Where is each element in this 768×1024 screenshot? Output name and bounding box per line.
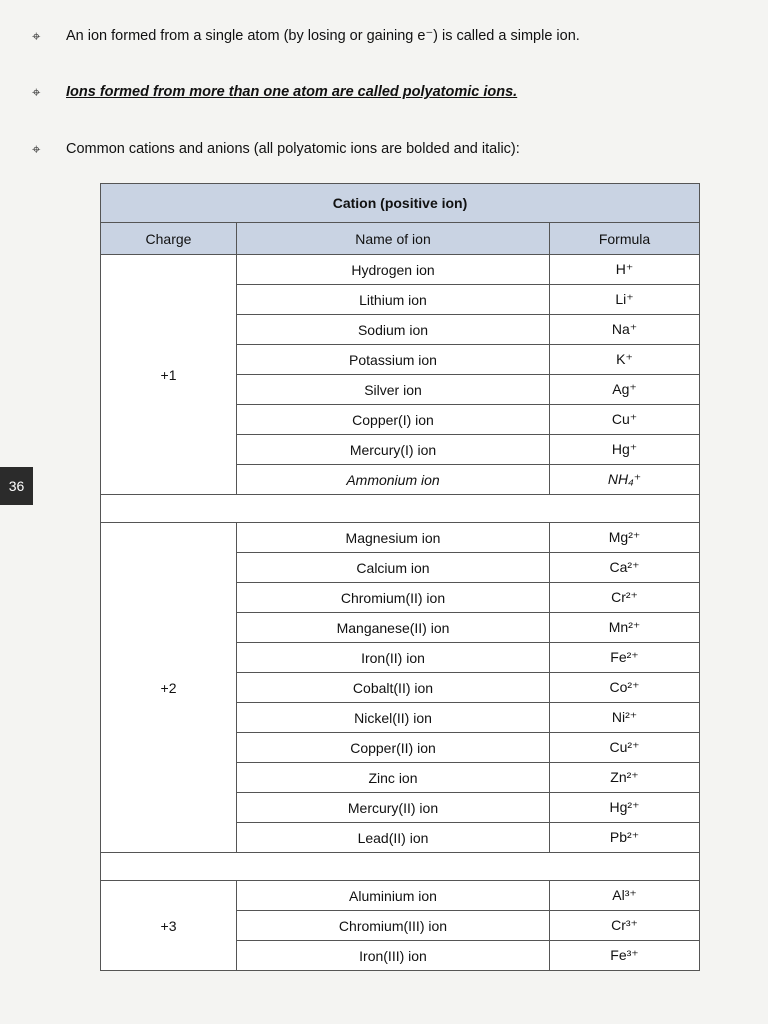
ion-name-cell: Mercury(I) ion xyxy=(237,435,550,465)
ion-formula-cell: Li⁺ xyxy=(550,285,700,315)
ion-name-cell: Mercury(II) ion xyxy=(237,793,550,823)
header-name: Name of ion xyxy=(237,223,550,255)
ion-name-cell: Potassium ion xyxy=(237,345,550,375)
table-body xyxy=(101,255,700,971)
ion-name-cell: Cobalt(II) ion xyxy=(237,673,550,703)
ion-formula-cell: Hg²⁺ xyxy=(550,793,700,823)
table-title: Cation (positive ion) xyxy=(101,184,700,223)
ion-formula-cell: H⁺ xyxy=(550,255,700,285)
header-charge: Charge xyxy=(101,223,237,255)
cation-table xyxy=(100,183,700,971)
ion-formula-cell: Ag⁺ xyxy=(550,375,700,405)
ion-formula-cell: NH₄⁺ xyxy=(550,465,700,495)
ion-formula-cell: Ca²⁺ xyxy=(550,553,700,583)
ion-formula-cell: Na⁺ xyxy=(550,315,700,345)
ion-name-cell: Iron(II) ion xyxy=(237,643,550,673)
ion-formula-cell: Co²⁺ xyxy=(550,673,700,703)
bullet-icon: ⌖ xyxy=(32,28,41,45)
table-row xyxy=(101,255,700,285)
charge-cell: +1 xyxy=(101,255,237,495)
ion-name-cell: Manganese(II) ion xyxy=(237,613,550,643)
ion-formula-cell: Fe²⁺ xyxy=(550,643,700,673)
ion-formula-cell: Mg²⁺ xyxy=(550,523,700,553)
ion-formula-cell: Zn²⁺ xyxy=(550,763,700,793)
bullet-text-table-intro: Common cations and anions (all polyatomic ions are bolded and italic): xyxy=(66,141,520,157)
charge-cell: +3 xyxy=(101,881,237,971)
ion-formula-cell: Al³⁺ xyxy=(550,881,700,911)
table-row xyxy=(101,881,700,911)
ion-formula-cell: Pb²⁺ xyxy=(550,823,700,853)
ion-name-cell: Calcium ion xyxy=(237,553,550,583)
ion-formula-cell: Cu²⁺ xyxy=(550,733,700,763)
ion-formula-cell: Cu⁺ xyxy=(550,405,700,435)
ion-name-cell: Copper(I) ion xyxy=(237,405,550,435)
ion-name-cell: Hydrogen ion xyxy=(237,255,550,285)
header-formula: Formula xyxy=(550,223,700,255)
ion-name-cell: Silver ion xyxy=(237,375,550,405)
ion-name-cell: Ammonium ion xyxy=(237,465,550,495)
ion-name-cell: Magnesium ion xyxy=(237,523,550,553)
bullet-icon: ⌖ xyxy=(32,84,41,101)
ion-name-cell: Aluminium ion xyxy=(237,881,550,911)
ion-formula-cell: Hg⁺ xyxy=(550,435,700,465)
group-separator xyxy=(101,495,700,523)
ion-name-cell: Lithium ion xyxy=(237,285,550,315)
ion-name-cell: Chromium(III) ion xyxy=(237,911,550,941)
ion-formula-cell: Ni²⁺ xyxy=(550,703,700,733)
ion-name-cell: Chromium(II) ion xyxy=(237,583,550,613)
ion-formula-cell: Mn²⁺ xyxy=(550,613,700,643)
ion-formula-cell: Fe³⁺ xyxy=(550,941,700,971)
charge-cell: +2 xyxy=(101,523,237,853)
ion-name-cell: Nickel(II) ion xyxy=(237,703,550,733)
ion-formula-cell: Cr²⁺ xyxy=(550,583,700,613)
page-number: 36 xyxy=(0,467,33,505)
ion-name-cell: Zinc ion xyxy=(237,763,550,793)
ion-name-cell: Sodium ion xyxy=(237,315,550,345)
ion-name-cell: Iron(III) ion xyxy=(237,941,550,971)
bullet-icon: ⌖ xyxy=(32,141,41,158)
group-separator xyxy=(101,853,700,881)
ion-formula-cell: Cr³⁺ xyxy=(550,911,700,941)
bullet-text-simple-ion: An ion formed from a single atom (by losing or gaining e⁻) is called a simple ion. xyxy=(66,28,580,44)
table-row xyxy=(101,523,700,553)
bullet-text-polyatomic: Ions formed from more than one atom are called polyatomic ions. xyxy=(66,84,518,100)
ion-name-cell: Copper(II) ion xyxy=(237,733,550,763)
ion-formula-cell: K⁺ xyxy=(550,345,700,375)
ion-name-cell: Lead(II) ion xyxy=(237,823,550,853)
